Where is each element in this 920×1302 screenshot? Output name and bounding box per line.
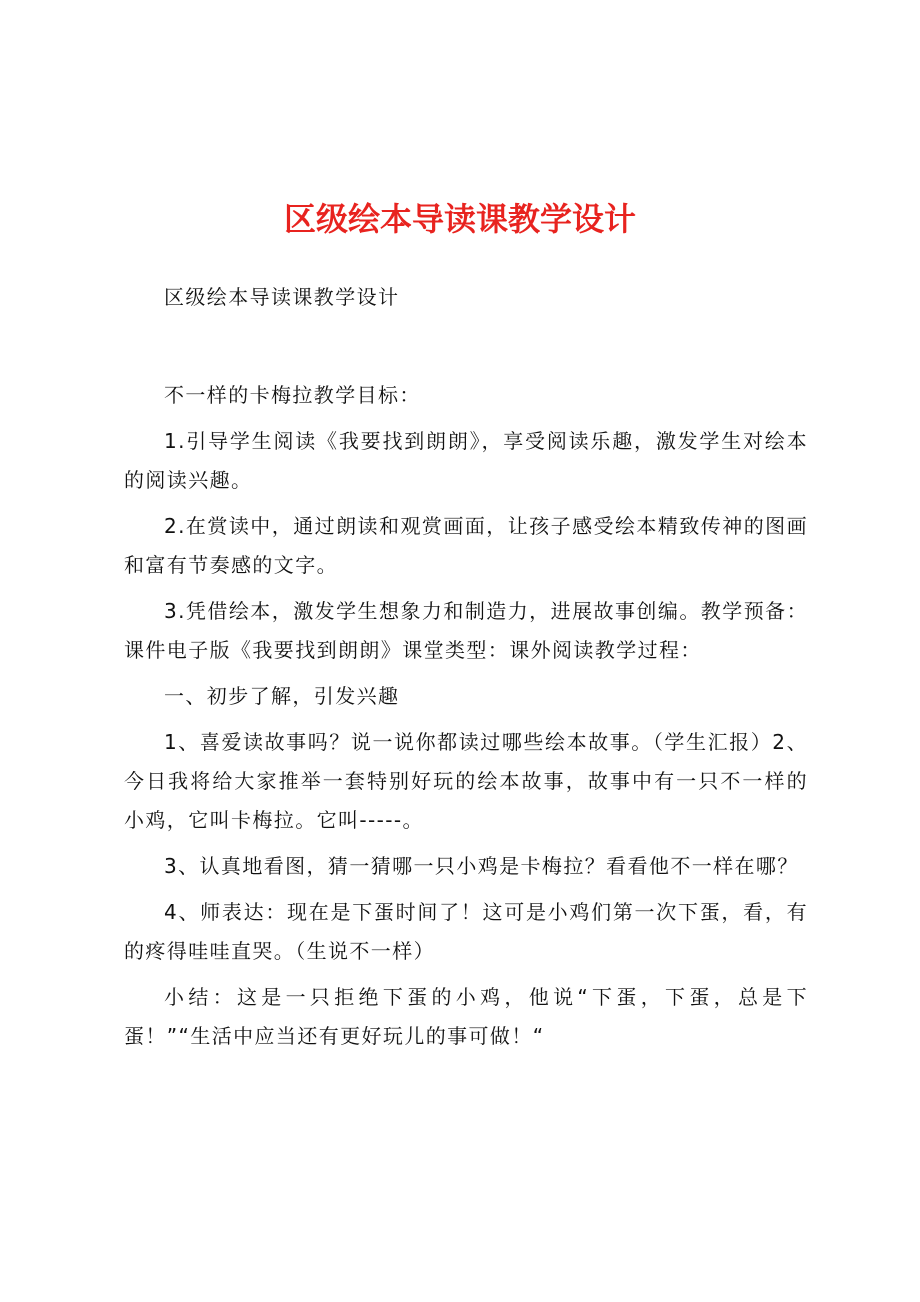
paragraph-section-1-heading: 一、初步了解，引发兴趣 <box>164 684 400 708</box>
spacer <box>124 840 808 847</box>
paragraph-objective-2: 2.在赏读中，通过朗读和观赏画面，让孩子感受绘本精致传神的图画和富有节奏感的文字。 <box>124 514 808 577</box>
paragraph-objective-1: 1.引导学生阅读《我要找到朗朗》，享受阅读乐趣，激发学生对绘本的阅读兴趣。 <box>124 429 808 492</box>
spacer <box>124 971 808 978</box>
paragraph-step-3: 3、认真地看图，猜一猜哪一只小鸡是卡梅拉？看看他不一样在哪？ <box>164 854 799 878</box>
spacer <box>124 716 808 723</box>
spacer <box>124 500 808 507</box>
document-body <box>124 278 808 1056</box>
paragraph-step-4: 4、师表达：现在是下蛋时间了！这可是小鸡们第一次下蛋，看，有的疼得哇哇直哭。（生说不一样） <box>124 900 808 963</box>
paragraph-objective-3: 3.凭借绘本，激发学生想象力和制造力，进展故事创编。教学预备：课件电子版《我要找到朗朗》课堂类型：课外阅读教学过程： <box>124 599 808 662</box>
spacer <box>124 415 808 422</box>
paragraph-objectives-heading: 不一样的卡梅拉教学目标： <box>164 383 421 407</box>
document-title: 区级绘本导读课教学设计 <box>283 200 636 238</box>
spacer <box>124 886 808 893</box>
document-subtitle: 区级绘本导读课教学设计 <box>164 285 400 309</box>
paragraph-summary: 小结：这是一只拒绝下蛋的小鸡，他说“下蛋，下蛋，总是下蛋！”“生活中应当还有更好玩儿的事可做！“ <box>124 985 808 1048</box>
spacer <box>124 585 808 592</box>
paragraph-step-1-2: 1、喜爱读故事吗？说一说你都读过哪些绘本故事。（学生汇报）2、今日我将给大家推举一套特别好玩的绘本故事，故事中有一只不一样的小鸡，它叫卡梅拉。它叫-----。 <box>124 730 808 832</box>
spacer <box>124 670 808 677</box>
spacer <box>124 317 808 376</box>
